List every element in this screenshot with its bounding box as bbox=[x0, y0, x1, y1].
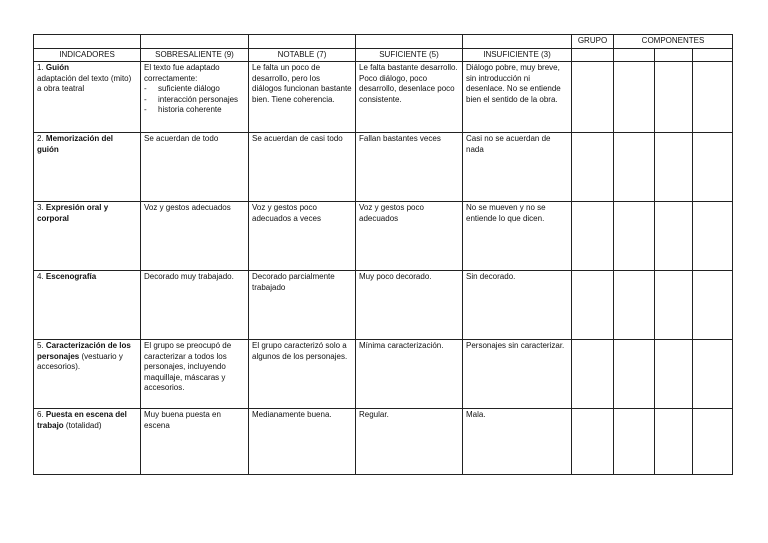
indicator-subtitle: (vestuario y accesorios). bbox=[37, 351, 123, 371]
indicator-number: 4. bbox=[37, 272, 44, 281]
suficiente-cell: Regular. bbox=[356, 409, 463, 475]
score-cell[interactable] bbox=[693, 340, 733, 409]
score-cell[interactable] bbox=[614, 271, 655, 340]
header-cell-empty bbox=[356, 35, 463, 49]
indicator-title: Caracterización de los personajes bbox=[37, 341, 131, 361]
score-cell bbox=[693, 48, 733, 62]
header-cell-empty bbox=[249, 35, 356, 49]
header-cell-empty bbox=[463, 35, 572, 49]
notable-header: NOTABLE (7) bbox=[249, 48, 356, 62]
indicator-title: Expresión oral y corporal bbox=[37, 203, 109, 223]
indicator-cell bbox=[34, 409, 141, 475]
indicator-cell bbox=[34, 340, 141, 409]
indicator-cell bbox=[34, 62, 141, 133]
indicator-subtitle: adaptación del texto (mito) a obra teatral bbox=[37, 73, 132, 93]
indicators-header: INDICADORES bbox=[34, 48, 141, 62]
notable-cell: Se acuerdan de casi todo bbox=[249, 133, 356, 202]
criteria-bullet: - interacción personajes bbox=[144, 95, 245, 106]
score-cell[interactable] bbox=[655, 62, 693, 133]
score-cell[interactable] bbox=[614, 340, 655, 409]
suficiente-cell: Le falta bastante desarrollo. Poco diálogo, poco desarrollo, desenlace poco consistente. bbox=[356, 62, 463, 133]
indicator-cell bbox=[34, 133, 141, 202]
notable-cell: Medianamente buena. bbox=[249, 409, 356, 475]
score-cell bbox=[572, 48, 614, 62]
indicator-number: 1. bbox=[37, 63, 44, 72]
score-cell[interactable] bbox=[614, 133, 655, 202]
rubric-table bbox=[33, 34, 733, 475]
notable-cell: Le falta un poco de desarrollo, pero los diálogos funcionan bastante bien. Tiene coherencia. bbox=[249, 62, 356, 133]
sobresaliente-cell: Voz y gestos adecuados bbox=[141, 202, 249, 271]
score-cell[interactable] bbox=[693, 202, 733, 271]
table-row bbox=[34, 340, 733, 409]
score-cell[interactable] bbox=[655, 409, 693, 475]
sobresaliente-cell: Se acuerdan de todo bbox=[141, 133, 249, 202]
table-row bbox=[34, 62, 733, 133]
insuficiente-header: INSUFICIENTE (3) bbox=[463, 48, 572, 62]
score-cell[interactable] bbox=[655, 202, 693, 271]
indicator-subtitle: (totalidad) bbox=[65, 420, 102, 430]
notable-cell: Decorado parcialmente trabajado bbox=[249, 271, 356, 340]
score-cell[interactable] bbox=[614, 202, 655, 271]
sobresaliente-cell: Muy buena puesta en escena bbox=[141, 409, 249, 475]
sobresaliente-cell: El grupo se preocupó de caracterizar a todos los personajes, incluyendo maquillaje, máscaras y accesorios. bbox=[141, 340, 249, 409]
header-cell-empty bbox=[141, 35, 249, 49]
componentes-header: COMPONENTES bbox=[614, 35, 733, 49]
indicator-number: 6. bbox=[37, 410, 44, 419]
notable-cell: Voz y gestos poco adecuados a veces bbox=[249, 202, 356, 271]
insuficiente-cell: Casi no se acuerdan de nada bbox=[463, 133, 572, 202]
score-cell[interactable] bbox=[572, 133, 614, 202]
sobresaliente-header: SOBRESALIENTE (9) bbox=[141, 48, 249, 62]
table-row bbox=[34, 409, 733, 475]
header-row bbox=[34, 48, 733, 62]
notable-cell: El grupo caracterizó solo a algunos de los personajes. bbox=[249, 340, 356, 409]
sobresaliente-cell: Decorado muy trabajado. bbox=[141, 271, 249, 340]
indicator-cell bbox=[34, 271, 141, 340]
score-cell[interactable] bbox=[693, 62, 733, 133]
score-cell bbox=[614, 48, 655, 62]
criteria-bullet: - suficiente diálogo bbox=[144, 84, 245, 95]
sobresaliente-cell bbox=[141, 62, 249, 133]
indicator-title: Escenografía bbox=[45, 272, 97, 281]
insuficiente-cell: Personajes sin caracterizar. bbox=[463, 340, 572, 409]
score-cell[interactable] bbox=[572, 271, 614, 340]
score-cell[interactable] bbox=[655, 340, 693, 409]
indicator-title: Guión bbox=[45, 63, 70, 72]
criteria-intro: El texto fue adaptado correctamente: bbox=[144, 63, 220, 83]
insuficiente-cell: No se mueven y no se entiende lo que dicen. bbox=[463, 202, 572, 271]
score-cell[interactable] bbox=[693, 271, 733, 340]
criteria-bullet: - historia coherente bbox=[144, 105, 245, 116]
grupo-header: GRUPO bbox=[572, 35, 614, 49]
indicator-title: Memorización del guión bbox=[37, 134, 114, 154]
indicator-number: 2. bbox=[37, 134, 44, 143]
suficiente-cell: Mínima caracterización. bbox=[356, 340, 463, 409]
indicator-number: 3. bbox=[37, 203, 44, 212]
suficiente-header: SUFICIENTE (5) bbox=[356, 48, 463, 62]
indicator-title: Puesta en escena del trabajo bbox=[37, 410, 127, 430]
score-cell[interactable] bbox=[693, 133, 733, 202]
score-cell[interactable] bbox=[655, 271, 693, 340]
insuficiente-cell: Diálogo pobre, muy breve, sin introducción ni desenlace. No se entiende bien el sentido de la obra. bbox=[463, 62, 572, 133]
indicator-cell bbox=[34, 202, 141, 271]
indicator-number: 5. bbox=[37, 341, 44, 350]
header-row-top bbox=[34, 35, 733, 49]
table-row bbox=[34, 271, 733, 340]
insuficiente-cell: Mala. bbox=[463, 409, 572, 475]
score-cell[interactable] bbox=[614, 409, 655, 475]
suficiente-cell: Voz y gestos poco adecuados bbox=[356, 202, 463, 271]
score-cell[interactable] bbox=[614, 62, 655, 133]
score-cell[interactable] bbox=[572, 340, 614, 409]
suficiente-cell: Fallan bastantes veces bbox=[356, 133, 463, 202]
insuficiente-cell: Sin decorado. bbox=[463, 271, 572, 340]
table-row bbox=[34, 133, 733, 202]
score-cell[interactable] bbox=[693, 409, 733, 475]
header-cell-empty bbox=[34, 35, 141, 49]
score-cell bbox=[655, 48, 693, 62]
score-cell[interactable] bbox=[572, 62, 614, 133]
suficiente-cell: Muy poco decorado. bbox=[356, 271, 463, 340]
score-cell[interactable] bbox=[572, 409, 614, 475]
score-cell[interactable] bbox=[572, 202, 614, 271]
table-row bbox=[34, 202, 733, 271]
score-cell[interactable] bbox=[655, 133, 693, 202]
